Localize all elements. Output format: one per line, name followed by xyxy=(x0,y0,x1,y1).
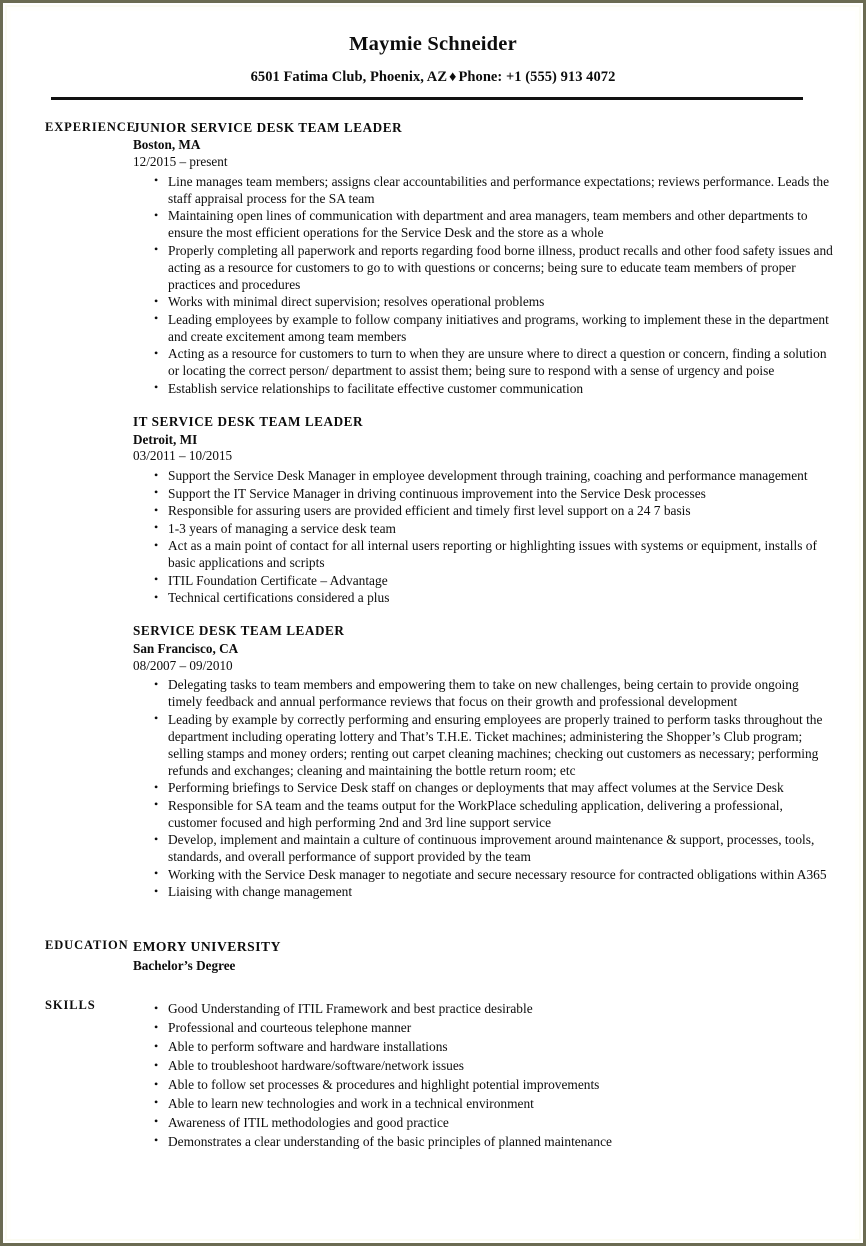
job-bullet: • Leading employees by example to follow company initiatives and programs, working to implement these in the department and create excitement among team members xyxy=(133,311,833,345)
job-location: Detroit, MI xyxy=(133,431,198,447)
page-inner-border xyxy=(5,5,861,1241)
contact-line xyxy=(11,69,855,86)
candidate-name: Maymie Schneider xyxy=(349,33,517,55)
job-title: IT SERVICE DESK TEAM LEADER xyxy=(133,413,364,429)
experience-section xyxy=(11,120,855,918)
job-bullet: • Liaising with change management xyxy=(133,883,833,900)
job-bullet: • Develop, implement and maintain a culture of continuous improvement around maintenance & support, processes, tools, standards, and overall performance of support provided by the team xyxy=(133,831,833,865)
job-bullet: • Responsible for assuring users are provided efficient and timely first level support on a 24 7 basis xyxy=(133,502,833,519)
experience-body xyxy=(133,120,855,918)
skills-body xyxy=(133,998,855,1151)
job-bullet: • Works with minimal direct supervision; resolves operational problems xyxy=(133,293,833,310)
skill-bullet: • Good Understanding of ITIL Framework and best practice desirable xyxy=(133,1000,833,1017)
job-bullet: • Performing briefings to Service Desk staff on changes or deployments that may affect volumes at the Service Desk xyxy=(133,779,833,796)
job-bullet: • Support the IT Service Manager in driving continuous improvement into the Service Desk processes xyxy=(133,485,833,502)
skill-bullet: • Professional and courteous telephone manner xyxy=(133,1019,833,1036)
resume-sheet xyxy=(11,11,855,1239)
education-degree: Bachelor’s Degree xyxy=(133,958,236,974)
job-bullet: • 1-3 years of managing a service desk team xyxy=(133,520,833,537)
job-entry xyxy=(133,120,833,397)
skill-bullet: • Able to perform software and hardware installations xyxy=(133,1038,833,1055)
skill-bullet: • Demonstrates a clear understanding of the basic principles of planned maintenance xyxy=(133,1133,833,1150)
job-title: JUNIOR SERVICE DESK TEAM LEADER xyxy=(133,119,403,135)
section-label-skills: SKILLS xyxy=(45,998,96,1013)
resume-header xyxy=(11,11,855,100)
job-entry xyxy=(133,623,833,900)
job-bullet: • ITIL Foundation Certificate – Advantage xyxy=(133,572,833,589)
skill-bullet: • Able to troubleshoot hardware/software/network issues xyxy=(133,1057,833,1074)
header-divider-rule xyxy=(51,97,803,100)
job-location: Boston, MA xyxy=(133,137,201,153)
education-school: EMORY UNIVERSITY xyxy=(133,938,281,954)
job-bullet: • Acting as a resource for customers to turn to when they are unsure where to direct a question or concern, finding a solution or locating the correct person/ department to assist them; being sure to respond with a sense of urgency and poise xyxy=(133,345,833,379)
job-title: SERVICE DESK TEAM LEADER xyxy=(133,623,345,639)
section-label-experience: EXPERIENCE xyxy=(45,119,136,134)
education-body xyxy=(133,938,855,975)
diamond-separator-icon: ♦ xyxy=(449,68,457,85)
experience-label-column xyxy=(11,119,136,135)
skills-label-column xyxy=(11,998,133,1013)
skill-bullet: • Awareness of ITIL methodologies and good practice xyxy=(133,1114,833,1131)
job-dates: 08/2007 – 09/2010 xyxy=(133,657,233,673)
job-bullet: • Support the Service Desk Manager in employee development through training, coaching and performance management xyxy=(133,467,833,484)
job-bullet: • Properly completing all paperwork and reports regarding food borne illness, product recalls and other food safety issues and acting as a resource for customers to go to with questions or concerns; being sure to educate team members of proper practices and procedures xyxy=(133,242,833,293)
job-location: San Francisco, CA xyxy=(133,641,239,657)
job-bullet-list xyxy=(133,173,833,397)
skill-bullet: • Able to learn new technologies and work in a technical environment xyxy=(133,1095,833,1112)
job-dates: 03/2011 – 10/2015 xyxy=(133,448,233,464)
job-bullet: • Act as a main point of contact for all internal users reporting or highlighting issues with systems or equipment, installs of basic applications and scripts xyxy=(133,537,833,571)
job-bullet: • Maintaining open lines of communication with department and area managers, team members and other departments to ensure the most efficient operations for the Service Desk and the store as a whole xyxy=(133,207,833,241)
job-entry xyxy=(133,414,833,606)
job-bullet-list xyxy=(133,467,833,606)
job-bullet: • Technical certifications considered a plus xyxy=(133,589,833,606)
skill-bullet: • Able to follow set processes & procedures and highlight potential improvements xyxy=(133,1076,833,1093)
job-bullet: • Responsible for SA team and the teams output for the WorkPlace scheduling application, delivering a professional, customer focused and high performing 2nd and 3rd line support service xyxy=(133,797,833,831)
job-bullet: • Leading by example by correctly performing and ensuring employees are properly trained to perform tasks throughout the department including operating lottery and That’s T.H.E. Ticket machines; administering the Shopper’s Club program; selling stamps and money orders; renting out carpet cleaning machines; checking out customers as necessary; performing refunds and exchanges; cleaning and maintaining the bottle return room; etc xyxy=(133,711,833,779)
job-bullet-list xyxy=(133,676,833,900)
job-dates: 12/2015 – present xyxy=(133,154,228,170)
job-bullet: • Establish service relationships to facilitate effective customer communication xyxy=(133,380,833,397)
contact-address: 6501 Fatima Club, Phoenix, AZ xyxy=(250,68,448,85)
job-bullet: • Delegating tasks to team members and empowering them to take on new challenges, being certain to provide ongoing timely feedback and annual performance reviews that focus on their growth and professional development xyxy=(133,676,833,710)
education-section xyxy=(11,938,855,975)
job-bullet: • Line manages team members; assigns clear accountabilities and performance expectations; reviews performance. Leads the staff appraisal process for the SA team xyxy=(133,173,833,207)
skills-section xyxy=(11,998,855,1151)
skills-bullet-list xyxy=(133,1000,833,1150)
contact-phone: Phone: +1 (555) 913 4072 xyxy=(458,68,616,85)
section-label-education: EDUCATION xyxy=(45,937,129,952)
job-bullet: • Working with the Service Desk manager to negotiate and secure necessary resource for contracted obligations within A365 xyxy=(133,866,833,883)
education-label-column xyxy=(11,938,133,953)
